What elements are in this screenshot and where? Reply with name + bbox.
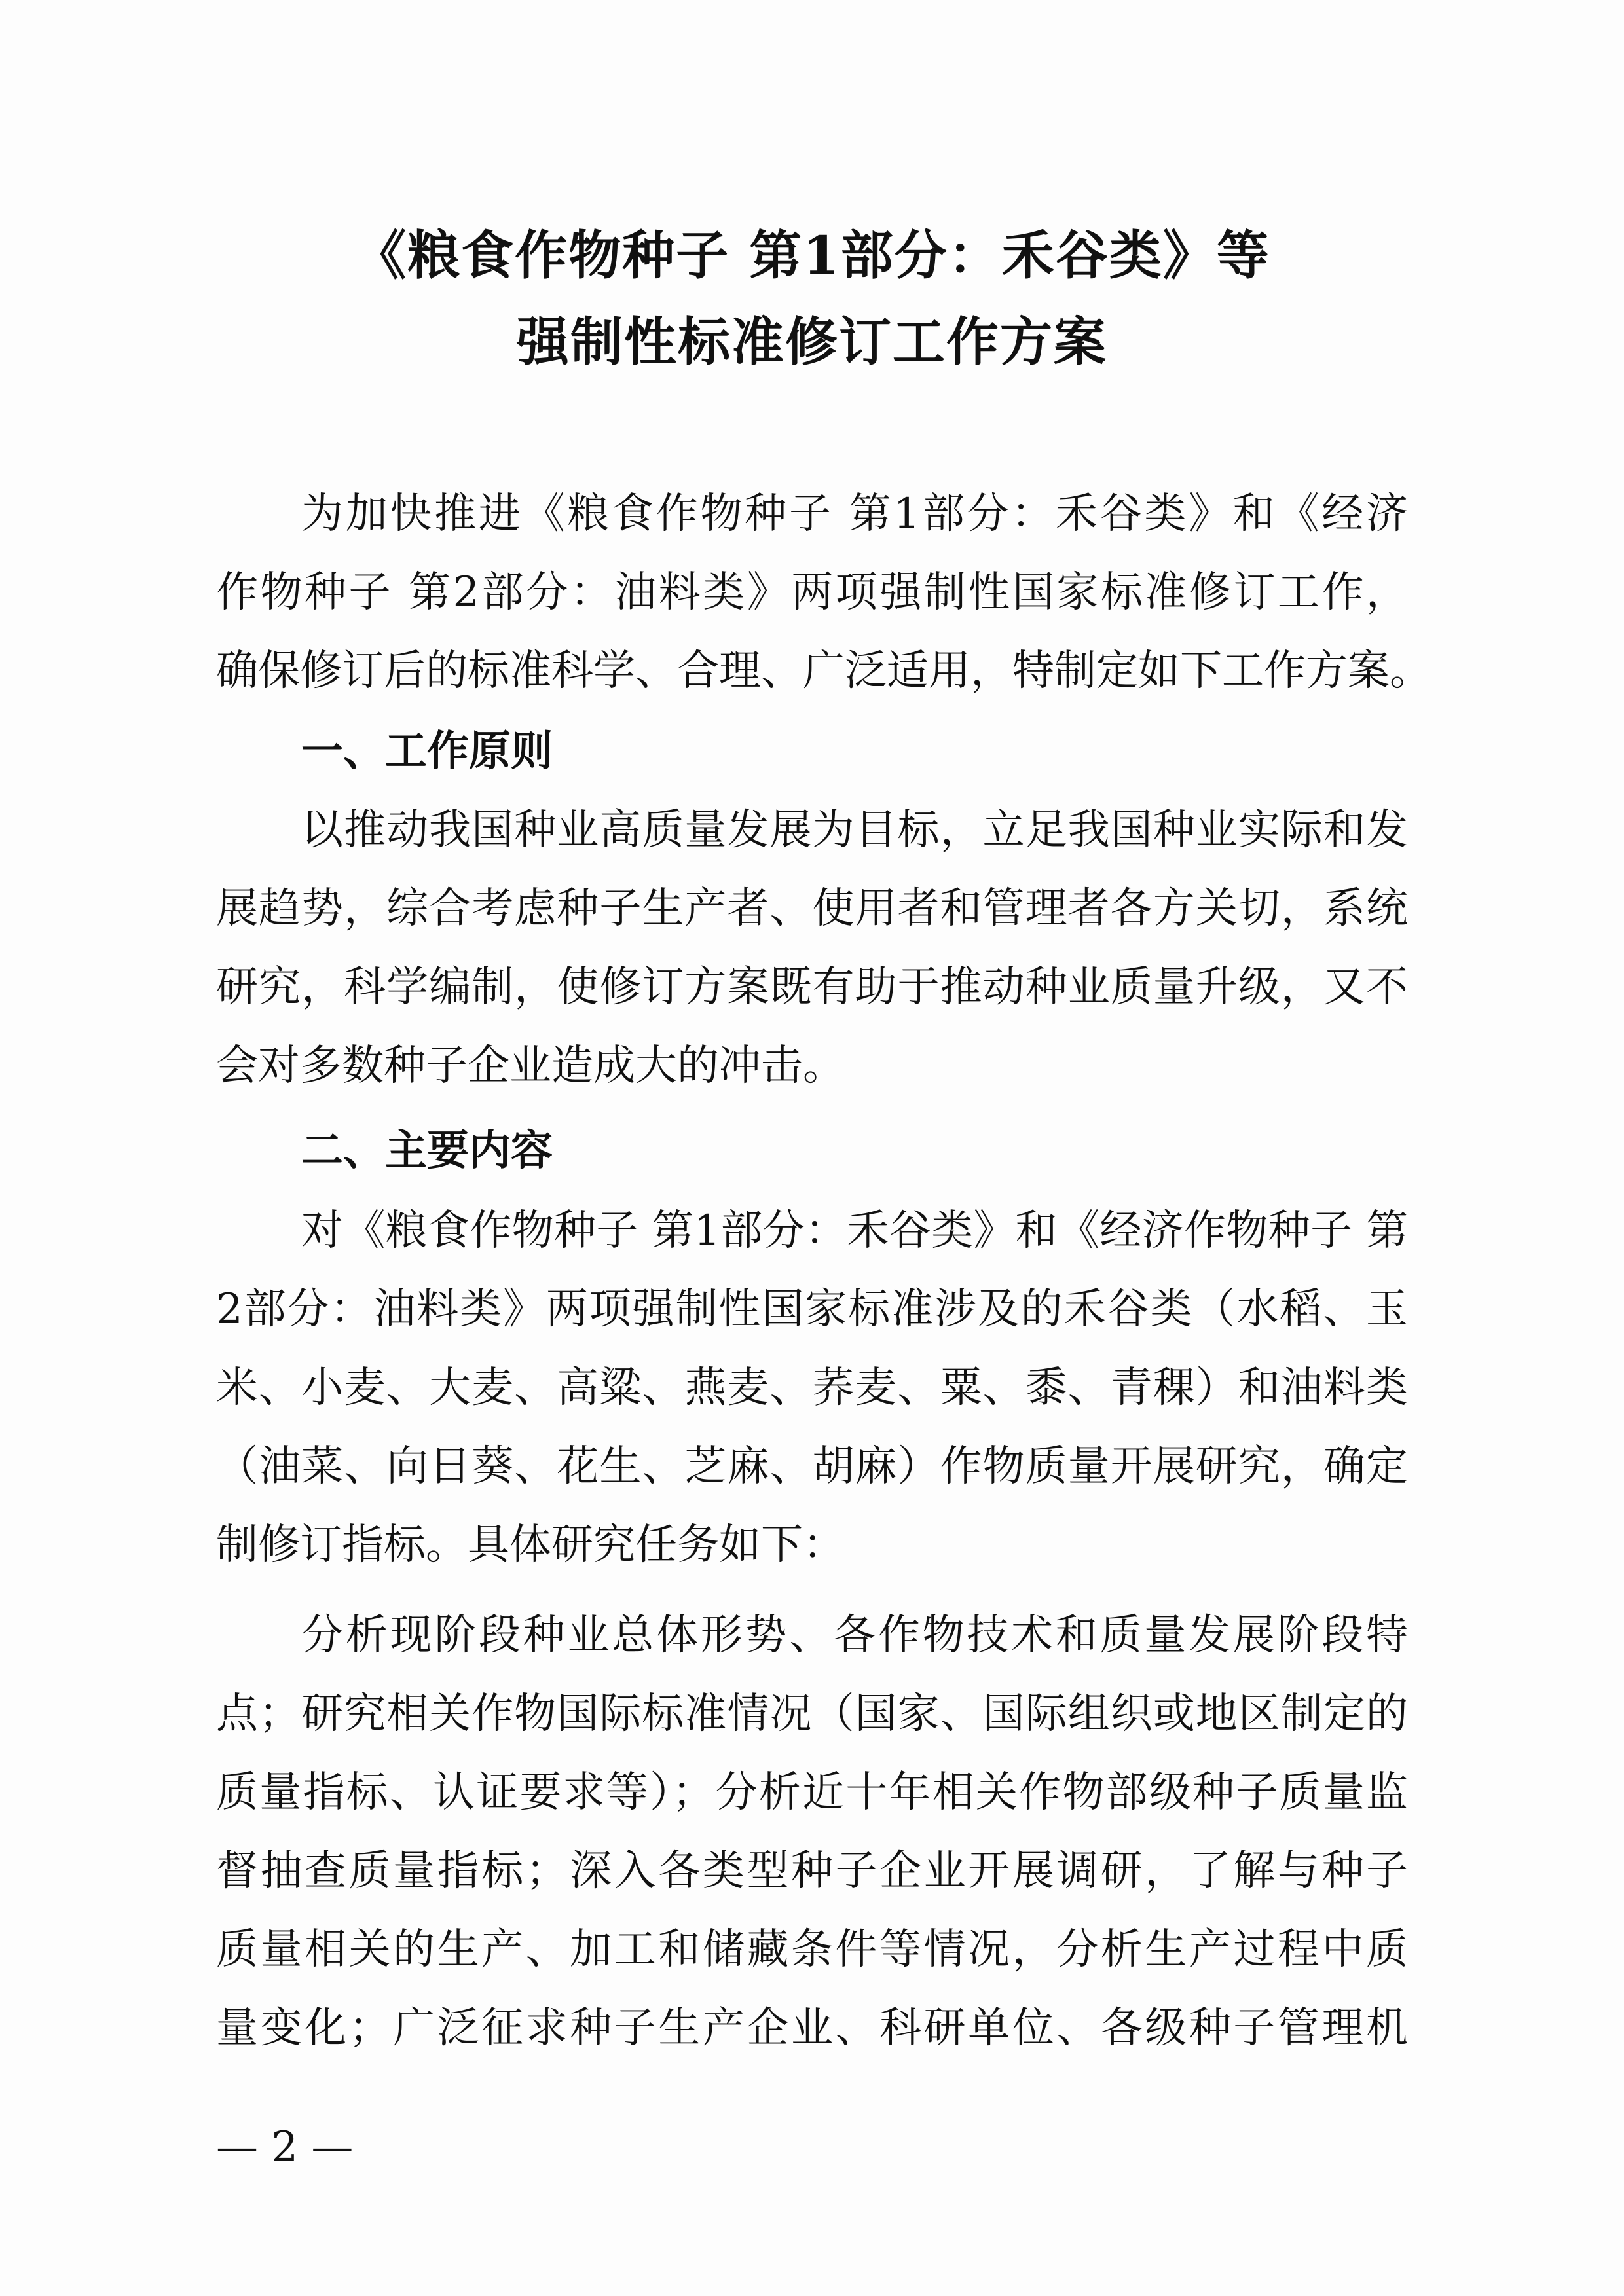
intro-line: 为加快推进《粮食作物种子 第1部分：禾谷类》和《经济 (301, 490, 1408, 538)
principle-line: 研究，科学编制，使修订方案既有助于推动种业质量升级，又不 (216, 963, 1408, 1011)
principle-line: 以推动我国种业高质量发展为目标，立足我国种业实际和发 (301, 806, 1408, 854)
content-line: 对《粮食作物种子 第1部分：禾谷类》和《经济作物种子 第 (301, 1207, 1408, 1255)
document-title-line-1: 《粮食作物种子 第1部分：禾谷类》等 (354, 225, 1270, 286)
content-line: （油菜、向日葵、花生、芝麻、胡麻）作物质量开展研究，确定 (216, 1442, 1408, 1491)
intro-line: 作物种子 第2部分：油料类》两项强制性国家标准修订工作， (216, 568, 1408, 617)
section-heading-2: 二、主要内容 (301, 1127, 553, 1175)
tasks-line: 量变化；广泛征求种子生产企业、科研单位、各级种子管理机 (216, 2004, 1408, 2052)
document-title-line-2: 强制性标准修订工作方案 (517, 311, 1107, 373)
page-number: — 2 — (216, 2123, 354, 2172)
content-line: 米、小麦、大麦、高粱、燕麦、荞麦、粟、黍、青稞）和油料类 (216, 1364, 1408, 1412)
tasks-line: 质量相关的生产、加工和储藏条件等情况，分析生产过程中质 (216, 1925, 1408, 1974)
tasks-line: 质量指标、认证要求等）；分析近十年相关作物部级种子质量监 (216, 1768, 1408, 1817)
principle-line: 展趋势，综合考虑种子生产者、使用者和管理者各方关切，系统 (216, 884, 1408, 933)
tasks-line: 督抽查质量指标；深入各类型种子企业开展调研，了解与种子 (216, 1847, 1408, 1895)
section-heading-1: 一、工作原则 (301, 727, 553, 776)
content-line: 2部分：油料类》两项强制性国家标准涉及的禾谷类（水稻、玉 (216, 1285, 1408, 1334)
tasks-line: 分析现阶段种业总体形势、各作物技术和质量发展阶段特 (301, 1611, 1408, 1660)
principle-line: 会对多数种子企业造成大的冲击。 (216, 1042, 845, 1090)
content-line: 制修订指标。具体研究任务如下： (216, 1521, 845, 1569)
intro-line: 确保修订后的标准科学、合理、广泛适用，特制定如下工作方案。 (216, 647, 1431, 695)
tasks-line: 点；研究相关作物国际标准情况（国家、国际组织或地区制定的 (216, 1690, 1408, 1738)
